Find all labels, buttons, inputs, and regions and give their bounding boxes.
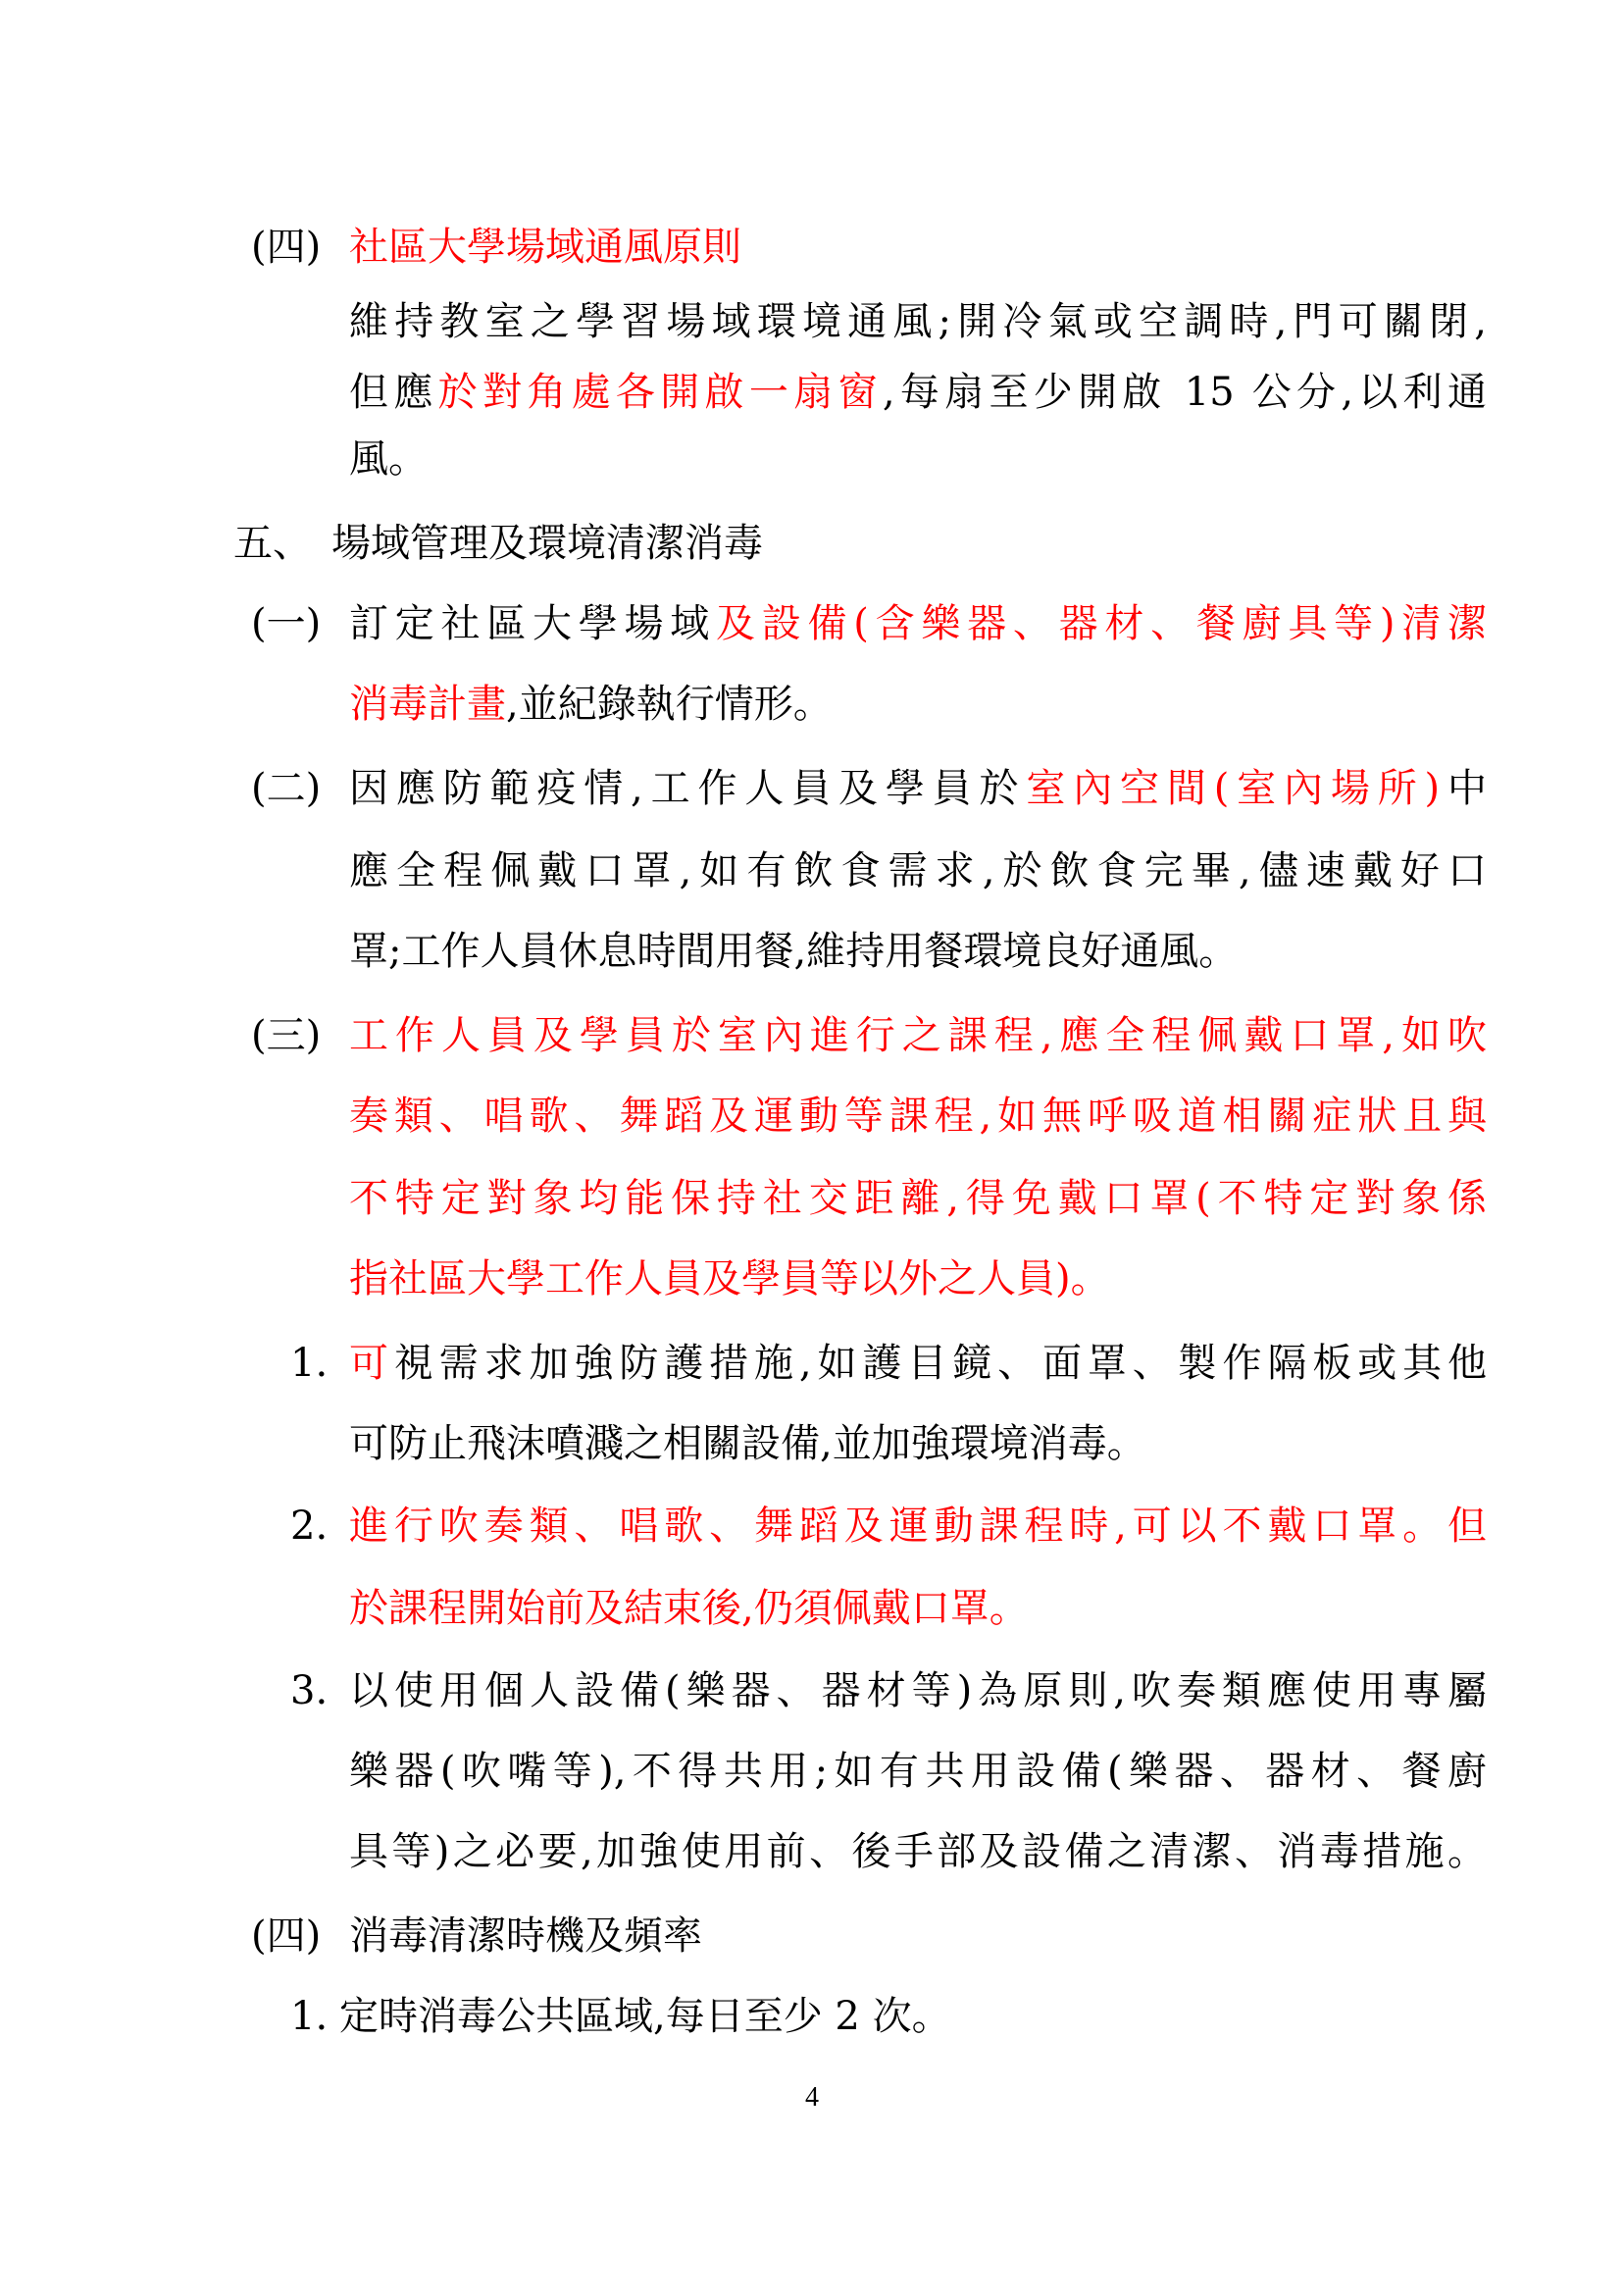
section-4-4-body-line-2 — [349, 367, 1487, 418]
section-4-4-heading: 社區大學場域通風原則 — [349, 225, 741, 270]
section-4-4-body-line-3: 風。 — [349, 436, 428, 482]
item-3-line-1: 工作人員及學員於室內進行之課程,應全程佩戴口罩,如吹 — [349, 1013, 1487, 1058]
item-3-sub-2-line-2: 於課程開始前及結束後,仍須佩戴口罩。 — [349, 1586, 1029, 1631]
item-1-line-2 — [349, 679, 833, 730]
item-3-marker: (三) — [251, 1013, 322, 1058]
item-2-line-3: 罩;工作人員休息時間用餐,維持用餐環境良好通風。 — [349, 929, 1239, 974]
highlight-text: 於對角處各開啟一扇窗 — [437, 370, 883, 415]
text-run: ,並紀錄執行情形。 — [506, 682, 833, 727]
highlight-text: 消毒計畫 — [349, 682, 506, 727]
item-1-line-1 — [349, 598, 1487, 649]
item-3-sub-3-num: 3. — [290, 1668, 329, 1713]
item-3-sub-1-line-1 — [349, 1338, 1487, 1389]
item-4-marker: (四) — [251, 1913, 322, 1959]
section-5-marker: 五、 — [233, 521, 312, 566]
text-run: 因應防範疫情,工作人員及學員於 — [349, 766, 1027, 811]
text-run: 但應 — [349, 370, 438, 415]
item-4-sub-1-text: 定時消毒公共區域,每日至少 2 次。 — [339, 1994, 951, 2039]
text-run: 中 — [1440, 766, 1487, 811]
item-2-line-2: 應全程佩戴口罩,如有飲食需求,於飲食完畢,儘速戴好口 — [349, 848, 1487, 893]
item-3-sub-1-num: 1. — [290, 1341, 329, 1386]
item-3-sub-2-line-1: 進行吹奏類、唱歌、舞蹈及運動課程時,可以不戴口罩。但 — [349, 1504, 1487, 1549]
text-run: 訂定社區大學場域 — [349, 601, 717, 646]
item-3-line-3: 不特定對象均能保持社交距離,得免戴口罩(不特定對象係 — [349, 1176, 1487, 1221]
item-3-line-4: 指社區大學工作人員及學員等以外之人員)。 — [349, 1256, 1110, 1301]
item-3-sub-3-line-1: 以使用個人設備(樂器、器材等)為原則,吹奏類應使用專屬 — [349, 1668, 1487, 1713]
item-4-heading: 消毒清潔時機及頻率 — [349, 1913, 702, 1959]
item-1-marker: (一) — [251, 601, 322, 646]
page-number: 4 — [805, 2082, 819, 2113]
highlight-text: 及設備(含樂器、器材、餐廚具等)清潔 — [716, 601, 1487, 646]
section-4-4-body-line-1: 維持教室之學習場域環境通風;開冷氣或空調時,門可關閉, — [349, 299, 1487, 344]
item-2-marker: (二) — [251, 766, 322, 811]
item-4-sub-1-num: 1. — [290, 1994, 329, 2039]
highlight-text: 可 — [349, 1341, 394, 1386]
item-3-line-2: 奏類、唱歌、舞蹈及運動等課程,如無呼吸道相關症狀且與 — [349, 1094, 1487, 1139]
item-3-sub-3-line-2: 樂器(吹嘴等),不得共用;如有共用設備(樂器、器材、餐廚 — [349, 1749, 1487, 1794]
item-3-sub-1-line-2: 可防止飛沫噴濺之相關設備,並加強環境消毒。 — [349, 1421, 1146, 1466]
section-5-heading: 場域管理及環境清潔消毒 — [331, 521, 763, 566]
text-run: 視需求加強防護措施,如護目鏡、面罩、製作隔板或其他 — [393, 1341, 1488, 1386]
section-4-4-marker: (四) — [251, 225, 322, 270]
text-run: ,每扇至少開啟 15 公分,以利通 — [882, 370, 1488, 415]
highlight-text: 室內空間(室內場所) — [1026, 766, 1441, 811]
item-3-sub-3-line-3: 具等)之必要,加強使用前、後手部及設備之清潔、消毒措施。 — [349, 1829, 1487, 1874]
item-3-sub-2-num: 2. — [290, 1504, 329, 1549]
item-2-line-1 — [349, 763, 1487, 814]
